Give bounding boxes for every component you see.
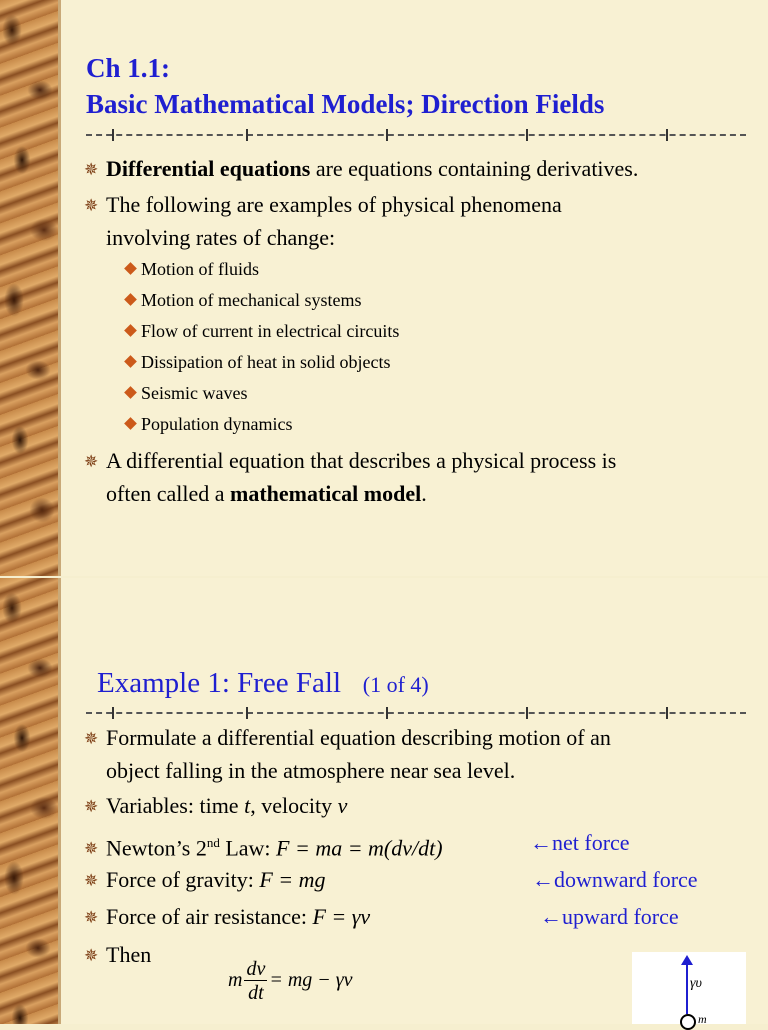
bullet-text-cont: involving rates of change: [106, 225, 336, 250]
example-label: Seismic waves [141, 383, 248, 403]
bullet-air-resistance [84, 901, 370, 934]
bullet-physical-phenomena [84, 189, 562, 254]
differential-equation [228, 958, 353, 1005]
sidebar-edge [58, 578, 61, 1024]
star-bullet-icon: ✵ [84, 729, 99, 748]
sidebar-edge [58, 0, 61, 576]
example-label: Motion of mechanical systems [141, 290, 362, 310]
star-bullet-icon: ✵ [84, 452, 99, 471]
diamond-icon [124, 417, 137, 430]
bullet-differential-equations [84, 153, 638, 186]
star-bullet-icon: ✵ [84, 160, 99, 179]
title-line-1: Ch 1.1: [86, 53, 171, 83]
star-bullet-icon: ✵ [84, 839, 99, 859]
marble-sidebar [0, 578, 58, 1024]
example-rule [86, 707, 746, 719]
bullet-text: Force of air resistance: [106, 904, 313, 929]
star-bullet-icon: ✵ [84, 196, 99, 215]
eq-rhs: = mg − γv [269, 969, 353, 992]
star-bullet-icon: ✵ [84, 908, 99, 927]
example-item [126, 380, 247, 406]
period: . [421, 481, 427, 506]
force-arrow-shaft [686, 962, 688, 1014]
fraction-dv-dt [244, 958, 267, 1005]
equation-air-resistance: F = γv [312, 904, 371, 929]
up-arrow-icon [681, 955, 693, 965]
star-bullet-icon: ✵ [84, 871, 99, 890]
bullet-newton [84, 827, 443, 865]
diamond-icon [124, 324, 137, 337]
eq-numerator: dv [246, 958, 266, 980]
title-rule [86, 129, 746, 141]
falling-mass-icon [680, 1014, 696, 1030]
term-mathematical-model: mathematical model [230, 481, 422, 506]
example-item [126, 411, 293, 437]
bullet-text: Variables: time [106, 793, 245, 818]
slide-title [86, 50, 604, 122]
bullet-formulate [84, 722, 611, 787]
bullet-text-cont: object falling in the atmosphere near sea level. [106, 758, 516, 783]
bullet-variables [84, 790, 347, 823]
example-label: Motion of fluids [141, 259, 260, 279]
bullet-text: are equations containing derivatives. [310, 156, 639, 181]
example-title [97, 666, 429, 702]
marble-sidebar [0, 0, 58, 576]
figure-mass-label: m [698, 1012, 707, 1026]
title-line-2: Basic Mathematical Models; Direction Fields [86, 89, 605, 119]
bullet-then [84, 939, 151, 972]
example-title-text: Example 1: Free Fall [97, 667, 342, 699]
term-differential-equations: Differential equations [106, 156, 311, 181]
bullet-text: The following are examples of physical phenomena [106, 192, 562, 217]
figure-gamma-v-label: γυ [690, 976, 702, 991]
bullet-text: A differential equation that describes a physical process is [106, 448, 617, 473]
diamond-icon [124, 355, 137, 368]
example-page-indicator: (1 of 4) [362, 672, 429, 697]
bullet-text-cont: often called a [106, 481, 230, 506]
example-item [126, 287, 361, 313]
bullet-text: Then [106, 942, 152, 967]
var-v: v [337, 793, 348, 818]
star-bullet-icon: ✵ [84, 946, 99, 965]
example-item [126, 349, 390, 375]
bullet-mathematical-model [84, 445, 616, 510]
example-label: Dissipation of heat in solid objects [141, 352, 391, 372]
diamond-icon [124, 262, 137, 275]
equation-gravity: F = mg [259, 867, 326, 892]
diamond-icon [124, 293, 137, 306]
bullet-text: Formulate a differential equation describing motion of an [106, 725, 611, 750]
bullet-text: Newton’s 2 [106, 835, 207, 861]
note-upward-force: ←upward force [540, 904, 679, 929]
bullet-text: , velocity [250, 793, 338, 818]
note-net-force: ←net force [530, 830, 630, 855]
superscript: nd [206, 835, 220, 850]
eq-denominator: dt [248, 982, 264, 1004]
star-bullet-icon: ✵ [84, 797, 99, 816]
var-t: t [244, 793, 251, 818]
diamond-icon [124, 386, 137, 399]
example-label: Population dynamics [141, 414, 293, 434]
bullet-text: Force of gravity: [106, 867, 260, 892]
example-item [126, 256, 259, 282]
bullet-text: Law: [219, 835, 277, 861]
note-downward-force: ←downward force [532, 867, 698, 892]
example-label: Flow of current in electrical circuits [141, 321, 400, 341]
eq-m: m [228, 969, 243, 992]
example-item [126, 318, 399, 344]
equation-newton: F = ma = m(dv/dt) [276, 835, 443, 861]
bullet-gravity [84, 864, 326, 897]
